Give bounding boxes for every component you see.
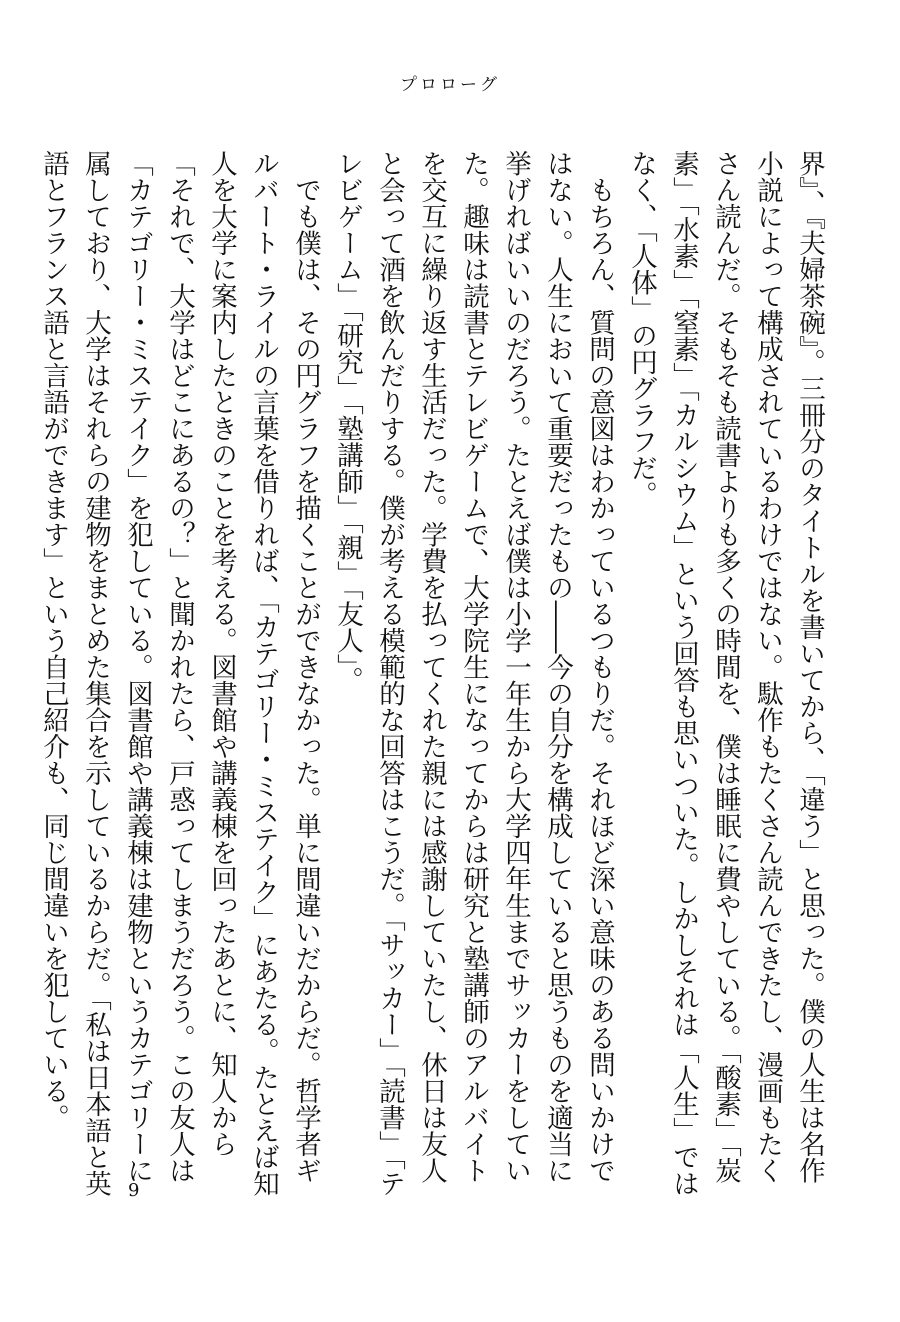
page-number: 9 <box>128 1180 140 1201</box>
paragraph: 界』、『夫婦茶碗』。三冊分のタイトルを書いてから、「違う」と思った。僕の人生は名作小説によって構成されているわけではない。駄作もたくさん読んできたし、漫画もたくさん読んだ。そもそも読書よりも多くの時間を、僕は睡眠に費やしている。「酸素」「炭素」「水素」「窒素」「カルシウム」という回答も思いついた。しかしそれは「人生」ではなく、「人体」の円グラフだ。 <box>626 150 825 1197</box>
paragraph: でも僕は、その円グラフを描くことができなかった。単に間違いだからだ。哲学者ギルバート・ライルの言葉を借りれば、「カテゴリー・ミステイク」にあたる。たとえば知人を大学に案内したときのことを考える。図書館や講義棟を回ったあとに、知人から「それで、大学はどこにあるの？」と聞かれたら、戸惑ってしまうだろう。この友人は「カテゴリー・ミステイク」を犯している。図書館や講義棟は建物というカテゴリーに属しており、大学はそれらの建物をまとめた集合を示しているからだ。「私は日本語と英語とフランス語と言語ができます」という自己紹介も、同じ間違いを犯している。 <box>38 150 321 1197</box>
running-head-title: プロローグ <box>400 75 500 95</box>
body-text <box>38 150 830 1200</box>
paragraph: もちろん、質問の意図はわかっているつもりだ。それほど深い意味のある問いかけではない。人生において重要だったもの――今の自分を構成していると思うものを適当に挙げればいいのだろう。たとえば僕は小学一年生から大学四年生までサッカーをしていた。趣味は読書とテレビゲームで、大学院生になってからは研究と塾講師のアルバイトを交互に繰り返す生活だった。学費を払ってくれた親には感謝していたし、休日は友人と会って酒を飲んだりする。僕が考える模範的な回答はこうだ。「サッカー」「読書」「テレビゲーム」「研究」「塾講師」「親」「友人」。 <box>332 150 615 1197</box>
